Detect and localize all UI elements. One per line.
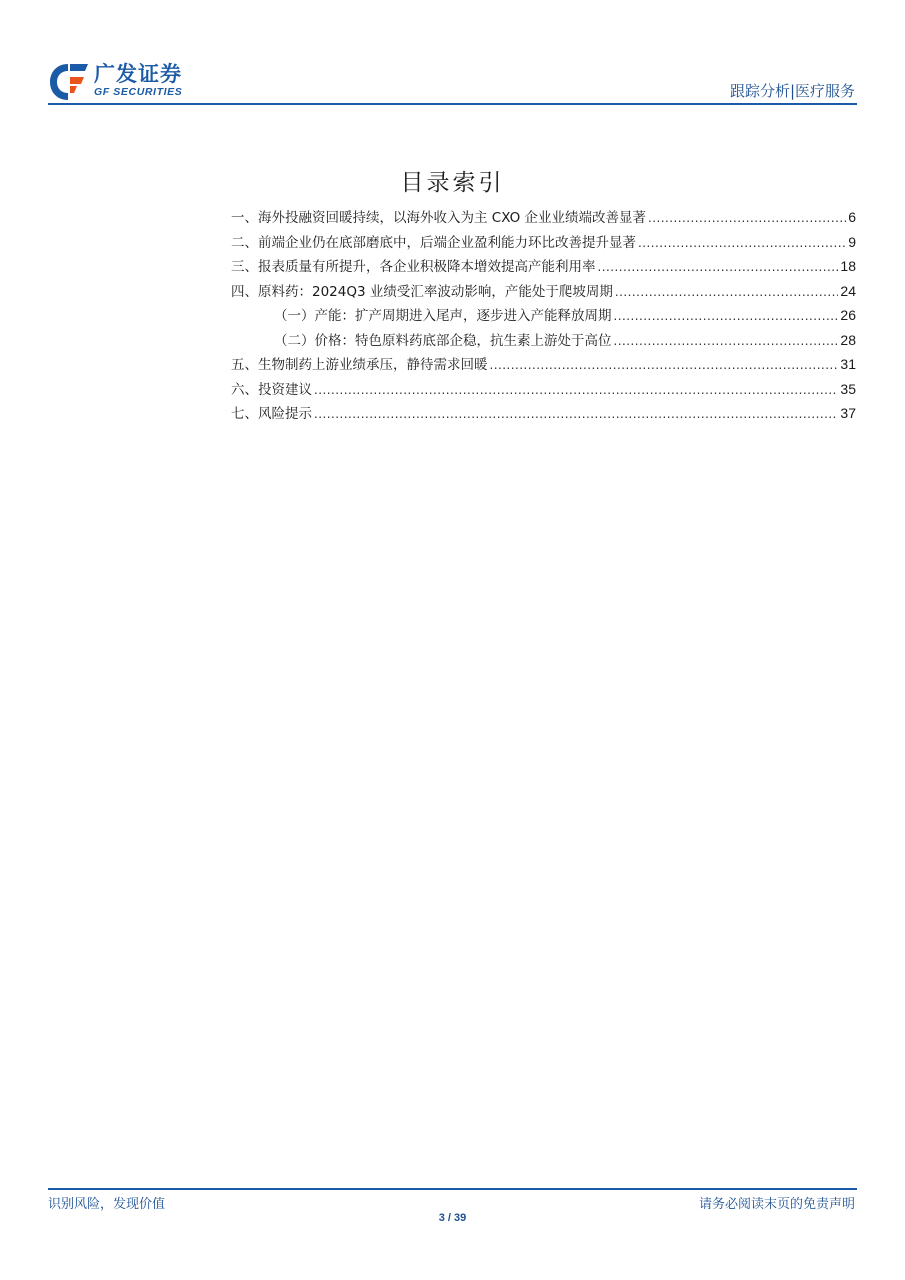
toc-entry-page: 18: [840, 258, 856, 274]
logo-chinese-name: 广发证券: [94, 62, 182, 86]
toc-entry-text: 一、海外投融资回暖持续，以海外收入为主 CXO 企业业绩端改善显著: [231, 210, 647, 226]
report-category: 跟踪分析|医疗服务: [729, 82, 855, 100]
gf-securities-logo: [48, 62, 182, 102]
header-divider: [48, 103, 857, 105]
toc-entry-text: 六、投资建议: [231, 381, 312, 398]
toc-entry-page: 28: [840, 331, 856, 348]
toc-entry[interactable]: [231, 353, 856, 378]
toc-entry-page: 31: [840, 356, 856, 372]
toc-leader-dots: [314, 382, 838, 397]
toc-leader-dots: [598, 259, 839, 274]
toc-entry-text: 二、前端企业仍在底部磨底中，后端企业盈利能力环比改善提升显著: [231, 234, 636, 251]
toc-leader-dots: [615, 284, 839, 299]
toc-entry[interactable]: [231, 206, 856, 231]
toc-entry[interactable]: [231, 402, 856, 427]
toc-entry-text: （一）产能：扩产周期进入尾声，逐步进入产能释放周期: [274, 308, 612, 324]
toc-entry-text: （二）价格：特色原料药底部企稳，抗生素上游处于高位: [274, 332, 612, 349]
toc-subentry[interactable]: [231, 329, 856, 354]
footer-disclaimer: 请务必阅读末页的免责声明: [698, 1197, 855, 1212]
toc-leader-dots: [614, 333, 839, 348]
toc-entry-page: 9: [848, 233, 856, 250]
toc-entry[interactable]: [231, 231, 856, 256]
toc-leader-dots: [638, 235, 846, 250]
toc-entry-page: 35: [840, 380, 856, 397]
toc-entry-text: 七、风险提示: [231, 406, 312, 422]
toc-leader-dots: [648, 210, 846, 225]
logo-english-name: GF SECURITIES: [94, 86, 183, 98]
toc-entry-page: 37: [840, 405, 856, 421]
toc-subentry[interactable]: [231, 304, 856, 329]
footer-divider: [48, 1188, 857, 1190]
toc-leader-dots: [490, 357, 839, 372]
toc-entry[interactable]: [231, 378, 856, 403]
toc-entry-text: 五、生物制药上游业绩承压，静待需求回暖: [231, 357, 488, 373]
gf-logo-icon: [48, 62, 90, 102]
toc-entry-page: 6: [848, 209, 856, 225]
toc-entry-text: 三、报表质量有所提升，各企业积极降本增效提高产能利用率: [231, 259, 596, 275]
toc-entry[interactable]: [231, 280, 856, 305]
toc-entry-page: 24: [840, 282, 856, 299]
toc-entry-page: 26: [840, 307, 856, 323]
page-number: 3 / 39: [438, 1212, 467, 1224]
toc-leader-dots: [614, 308, 839, 323]
table-of-contents: [231, 206, 856, 427]
toc-entry[interactable]: [231, 255, 856, 280]
footer-slogan: 识别风险，发现价值: [48, 1197, 166, 1212]
toc-entry-text: 四、原料药：2024Q3 业绩受汇率波动影响，产能处于爬坡周期: [231, 283, 613, 300]
toc-title: 目录索引: [400, 170, 505, 196]
page-header: [48, 58, 857, 104]
toc-leader-dots: [314, 406, 838, 421]
